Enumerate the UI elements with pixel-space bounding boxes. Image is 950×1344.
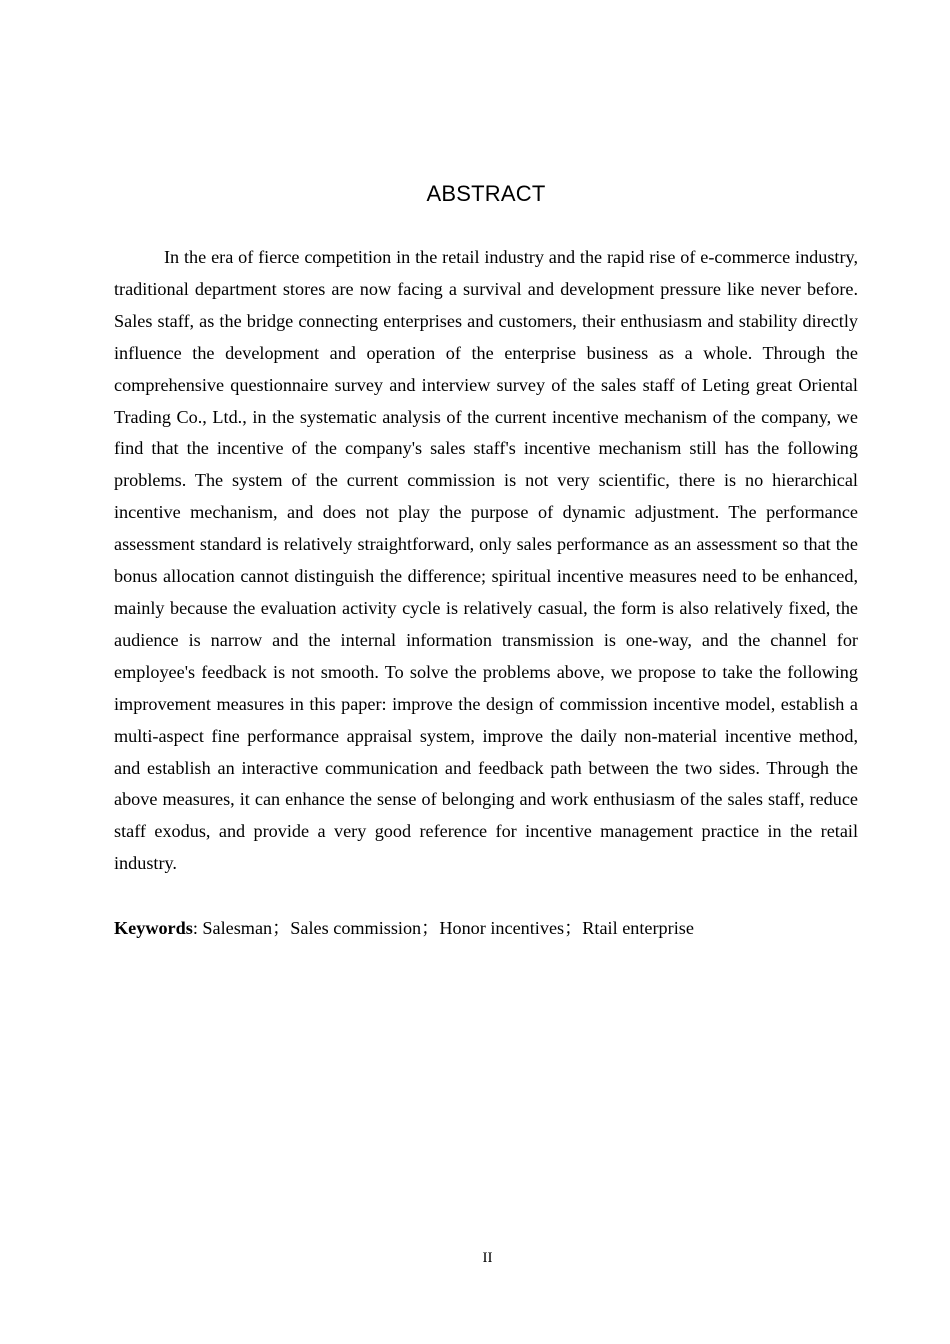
- abstract-title: ABSTRACT: [426, 181, 546, 206]
- page-number: II: [482, 1250, 493, 1266]
- keywords-label: Keywords: [114, 918, 193, 938]
- keywords-line: [114, 913, 858, 945]
- keywords-list: : Salesman；Sales commission；Honor incentives；Rtail enterprise: [192, 918, 694, 938]
- abstract-paragraph: In the era of fierce competition in the retail industry and the rapid rise of e-commerce industry, traditional department stores are now facing a survival and development pressure like never before. Sales staff, as the bridge connecting enterprises and customers, their enthusiasm and stability directly influence the development and operation of the enterprise business as a whole. Through the comprehensive questionnaire survey and interview survey of the sales staff of Leting great Oriental Trading Co., Ltd., in the systematic analysis of the current incentive mechanism of the company, we find that the incentive of the company's sales staff's incentive mechanism still has the following problems. The system of the current commission is not very scientific, there is no hierarchical incentive mechanism, and does not play the purpose of dynamic adjustment. The performance assessment standard is relatively straightforward, only sales performance as an assessment so that the bonus allocation cannot distinguish the difference; spiritual incentive measures need to be enhanced, mainly because the evaluation activity cycle is relatively casual, the form is also relatively fixed, the audience is narrow and the internal information transmission is one-way, and the channel for employee's feedback is not smooth. To solve the problems above, we propose to take the following improvement measures in this paper: improve the design of commission incentive model, establish a multi-aspect fine performance appraisal system, improve the daily non-material incentive method, and establish an interactive communication and feedback path between the two sides. Through the above measures, it can enhance the sense of belonging and work enthusiasm of the sales staff, reduce staff exodus, and provide a very good reference for incentive management practice in the retail industry.: [114, 247, 858, 874]
